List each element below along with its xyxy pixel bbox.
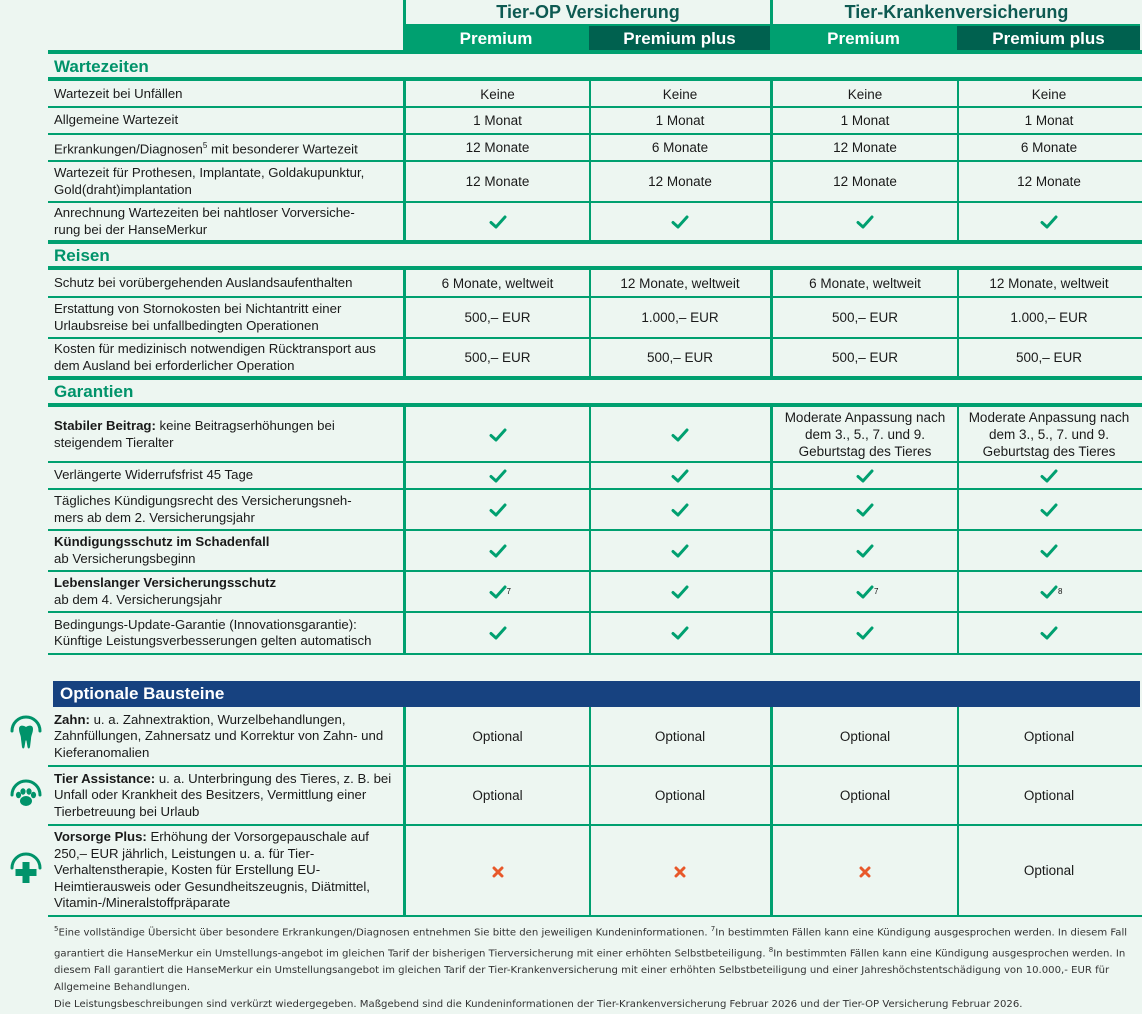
row-label-text <box>54 138 358 158</box>
check-icon <box>489 503 507 517</box>
row-label-text <box>54 534 269 567</box>
cell-value: 500,– EUR <box>831 350 899 365</box>
check-icon <box>856 585 879 599</box>
check-icon <box>671 428 689 442</box>
cell-value: 12 Monate <box>465 174 530 189</box>
check-icon <box>1040 503 1058 517</box>
table-cell <box>406 766 589 825</box>
table-cell <box>958 766 1140 825</box>
row-label <box>54 407 399 462</box>
row-label-sub: ab Versicherungsbeginn <box>54 550 196 566</box>
row-label-main: Wartezeit bei Unfällen <box>54 85 183 101</box>
table-cell <box>406 270 589 297</box>
table-cell <box>958 338 1140 377</box>
row-label-text <box>54 712 399 762</box>
cell-value: Optional <box>1023 863 1075 878</box>
cell-value: 12 Monate <box>648 174 712 189</box>
row-label-bold: Kündigungsschutz im Schadenfall <box>54 534 270 549</box>
cell-value: 12 Monate, weltweit <box>989 276 1109 291</box>
table-cell <box>773 462 957 489</box>
check-icon <box>1040 544 1058 558</box>
section-title-wartezeiten: Wartezeiten <box>54 57 149 76</box>
row-label <box>54 707 399 766</box>
group-title-tier-kranken: Tier-Krankenversicherung <box>844 2 1069 22</box>
table-cell <box>406 530 589 571</box>
table-cell <box>590 338 770 377</box>
check-icon <box>671 544 689 558</box>
cell-value: 12 Monate <box>465 140 530 155</box>
cell-value: 1 Monat <box>473 113 522 128</box>
cell-value: Optional <box>1023 729 1075 744</box>
cross-icon <box>492 865 504 877</box>
row-label <box>54 338 399 377</box>
table-cell <box>773 571 957 612</box>
footnote-8: In bestimmten Fällen kann eine Kündigung ausgesprochen werden. In diesem Fall garantiert die HanseMerkur ein Umstellungsangebot im gleichen Tarif der Tier-Krankenversicherung mit einer erhöhten Selbstbeteiligung und einer Jahreshöchstentschädigung von 10.000,- EUR für Allgemeine Behandlungen. <box>54 948 1126 994</box>
check-icon <box>856 215 874 229</box>
table-cell <box>590 766 770 825</box>
table-cell <box>590 530 770 571</box>
check-icon <box>1040 585 1063 599</box>
table-cell <box>958 161 1140 202</box>
table-cell <box>958 825 1140 916</box>
table-cell <box>773 530 957 571</box>
cell-value: Optional <box>839 729 891 744</box>
table-cell <box>958 81 1140 107</box>
tariff-header-op-premium: Premium <box>403 26 589 52</box>
cell-value: 6 Monate, weltweit <box>441 276 554 291</box>
row-label-line: Anrechnung Wartezeiten bei nahtloser Vorversiche- <box>54 205 355 220</box>
cell-value: Optional <box>472 729 523 744</box>
table-cell <box>958 297 1140 338</box>
row-label-main: Allgemeine Wartezeit <box>54 112 179 128</box>
row-label-main: Wartezeit für Prothesen, Implantate, Goldakupunktur, Gold(draht)implantation <box>54 165 365 197</box>
cell-value: Keine <box>480 86 515 102</box>
row-label-sub: ab dem 4. Versicherungsjahr <box>54 591 222 607</box>
row-label-text <box>54 275 352 292</box>
table-cell <box>406 612 589 654</box>
check-icon <box>489 585 511 599</box>
row-label <box>54 270 399 297</box>
row-label-rest: Erhöhung der Vorsorgepauschale auf 250,– EUR jährlich, Leistungen u. a. für Tier-Verhaltenstherapie, Kosten für Erstellung EU-Heimtierausweis oder Gesundheitszeugnis, Diätmittel, Vitamin-/Mineralstoffpräparate <box>54 829 370 911</box>
table-cell <box>958 571 1140 612</box>
table-cell <box>590 134 770 161</box>
table-cell <box>773 107 957 134</box>
table-cell <box>590 297 770 338</box>
footnote-marker-8: 8 <box>768 946 774 955</box>
table-cell <box>590 107 770 134</box>
row-label-text <box>54 617 399 650</box>
table-cell <box>406 202 589 241</box>
table-cell <box>406 134 589 161</box>
check-icon <box>856 626 874 640</box>
row-label-text <box>54 467 253 484</box>
cell-value: 6 Monate <box>1020 140 1078 155</box>
table-cell <box>406 571 589 612</box>
table-cell <box>590 825 770 916</box>
row-label-text <box>54 112 178 129</box>
row-label-main: Schutz bei vorübergehenden Auslandsaufenthalten <box>54 275 353 291</box>
check-icon <box>489 215 507 229</box>
check-icon <box>1040 215 1058 229</box>
table-cell <box>406 161 589 202</box>
row-label <box>54 297 399 338</box>
check-icon <box>671 503 689 517</box>
row-label-rest: u. a. Zahnextraktion, Wurzelbehandlungen, Zahnfüllungen, Zahnersatz und Korrektur von Zahn- und Kieferanomalien <box>54 711 384 760</box>
cell-value: 12 Monate <box>833 174 897 189</box>
table-cell <box>958 707 1140 766</box>
row-label <box>54 825 399 916</box>
row-divider <box>48 653 1142 655</box>
footnotes <box>54 921 1139 1014</box>
row-label-text <box>54 165 399 198</box>
section-title-garantien: Garantien <box>54 382 134 401</box>
table-cell <box>406 462 589 489</box>
row-label-main: Bedingungs-Update-Garantie (Innovationsgarantie): Künftige Leistungsverbesserungen gelten automatisch <box>54 616 372 648</box>
section-title-reisen: Reisen <box>54 246 110 265</box>
row-label <box>54 107 399 134</box>
table-cell <box>958 202 1140 241</box>
cell-value: 500,– EUR <box>464 350 531 365</box>
row-label <box>54 161 399 202</box>
table-cell <box>773 707 957 766</box>
tooth-icon <box>8 714 44 754</box>
table-cell <box>958 489 1140 530</box>
table-cell <box>958 612 1140 654</box>
cell-value: 12 Monate, weltweit <box>620 276 740 291</box>
row-label-text <box>54 418 399 451</box>
row-label <box>54 530 399 571</box>
check-icon <box>489 544 507 558</box>
table-cell <box>958 462 1140 489</box>
table-cell <box>590 462 770 489</box>
table-cell <box>773 297 957 338</box>
row-label-line: rung bei der HanseMerkur <box>54 221 208 237</box>
row-label-main: Verlängerte Widerrufsfrist 45 Tage <box>54 467 254 483</box>
table-cell <box>958 407 1140 462</box>
cell-value: Optional <box>654 729 706 744</box>
table-cell <box>406 407 589 462</box>
row-label-line: mers ab dem 2. Versicherungsjahr <box>54 509 255 525</box>
table-cell <box>773 489 957 530</box>
table-cell <box>590 707 770 766</box>
header-bottom-rule <box>48 50 1142 54</box>
table-cell <box>590 202 770 241</box>
cell-value: Keine <box>662 86 698 102</box>
row-label <box>54 489 399 530</box>
tariff-header-op-premium-plus: Premium plus <box>589 26 770 52</box>
table-cell <box>590 612 770 654</box>
table-cell <box>773 766 957 825</box>
check-icon <box>856 469 874 483</box>
cell-value: Optional <box>654 788 706 803</box>
table-cell <box>590 161 770 202</box>
check-icon <box>489 626 507 640</box>
disclaimer: Die Leistungsbeschreibungen sind verkürzt wiedergegeben. Maßgebend sind die Kundeninformationen der Tier-Krankenversicherung Februar 2026 und der Tier-OP Versicherung Februar 2026. <box>54 998 1023 1010</box>
row-label <box>54 202 399 241</box>
row-label-rest: mit besonderer Wartezeit <box>207 140 358 156</box>
row-label <box>54 81 399 107</box>
check-icon <box>1040 626 1058 640</box>
section-rule <box>48 240 1142 244</box>
cell-value: 500,– EUR <box>831 310 899 325</box>
cell-value: 6 Monate, weltweit <box>809 276 921 291</box>
table-cell <box>590 407 770 462</box>
section-rule <box>48 376 1142 380</box>
row-label-text <box>54 86 183 103</box>
row-label-main: Kosten für medizinisch notwendigen Rücktransport aus dem Ausland bei erforderlicher Operation <box>54 341 376 373</box>
cell-value: Optional <box>839 788 891 803</box>
cell-value: 1 Monat <box>655 113 705 128</box>
cell-value: Keine <box>1031 86 1067 102</box>
paw-icon <box>8 775 44 815</box>
row-label <box>54 571 399 612</box>
row-label <box>54 134 399 161</box>
table-cell <box>958 270 1140 297</box>
cell-value: 1 Monat <box>840 113 890 128</box>
section-title-optionale-bausteine: Optionale Bausteine <box>53 681 1140 707</box>
table-cell <box>773 338 957 377</box>
check-icon <box>1040 469 1058 483</box>
table-cell <box>773 825 957 916</box>
footnote-marker: 8 <box>1058 586 1063 596</box>
cell-value: 500,– EUR <box>464 310 531 325</box>
row-label-main: Erkrankungen/Diagnosen <box>54 140 203 156</box>
group-title-tier-op: Tier-OP Versicherung <box>496 2 680 22</box>
footnote-marker-7: 7 <box>710 925 716 933</box>
table-cell <box>406 707 589 766</box>
footnote-marker-5: 5 <box>54 925 59 933</box>
row-label-text <box>54 829 399 912</box>
check-icon <box>489 469 507 483</box>
row-label-bold: Stabiler Beitrag: <box>54 418 156 433</box>
row-label-text <box>54 205 355 238</box>
table-cell <box>590 81 770 107</box>
row-label <box>54 612 399 654</box>
table-cell <box>406 338 589 377</box>
cell-value: Moderate Anpassung nach dem 3., 5., 7. und 9. Geburtstag des Tieres <box>968 410 1130 459</box>
tariff-header-kv-premium: Premium <box>770 26 957 52</box>
footnote-marker: 7 <box>874 586 879 596</box>
cross-icon <box>674 865 686 877</box>
table-cell <box>406 107 589 134</box>
cell-value: Moderate Anpassung nach dem 3., 5., 7. und 9. Geburtstag des Tieres <box>784 410 946 459</box>
table-cell <box>958 107 1140 134</box>
check-icon <box>671 585 689 599</box>
row-label <box>54 766 399 825</box>
table-cell <box>406 825 589 916</box>
table-cell <box>590 270 770 297</box>
cell-value: Keine <box>847 86 883 102</box>
footnote-7: In bestimmten Fällen kann eine Kündigung ausgesprochen werden. In diesem Fall garantiert die HanseMerkur ein Umstellungs-angebot im gleichen Tarif der bisherigen Tierversicherung mit einer erhöhten Selbstbeteiligung. <box>54 927 1128 960</box>
check-icon <box>856 503 874 517</box>
table-cell <box>590 489 770 530</box>
cell-value: Optional <box>472 788 523 803</box>
table-cell <box>773 270 957 297</box>
medical-cross-icon <box>8 848 44 888</box>
table-cell <box>773 134 957 161</box>
cell-value: 1.000,– EUR <box>641 310 719 325</box>
row-label-text <box>54 771 399 821</box>
check-icon <box>489 428 507 442</box>
table-cell <box>958 530 1140 571</box>
cell-value: Optional <box>1023 788 1075 803</box>
table-cell <box>406 297 589 338</box>
cell-value: 6 Monate <box>651 140 709 155</box>
row-label-text <box>54 575 276 608</box>
row-label-main: Erstattung von Stornokosten bei Nichtantritt einer Urlaubsreise bei unfallbedingten Operationen <box>54 301 342 333</box>
row-label-bold: Tier Assistance: <box>54 770 156 786</box>
row-label-rest: u. a. Unterbringung des Tieres, z. B. bei Unfall oder Krankheit des Besitzers, Vermittlung einer Tierbetreuung bei Urlaub <box>54 770 392 819</box>
cell-value: 500,– EUR <box>646 350 714 365</box>
tariff-header-kv-premium-plus: Premium plus <box>957 26 1140 52</box>
table-cell <box>590 571 770 612</box>
row-divider <box>48 915 1142 917</box>
table-cell <box>773 81 957 107</box>
table-cell <box>773 202 957 241</box>
row-label-rest: keine Beitragserhöhungen bei steigendem Tieralter <box>54 418 335 450</box>
cell-value: 1 Monat <box>1024 113 1074 128</box>
row-label-line: Tägliches Kündigungsrecht des Versicherungsneh- <box>54 493 352 508</box>
row-label-text <box>54 493 352 526</box>
cross-icon <box>859 865 871 877</box>
row-label-text <box>54 341 399 374</box>
table-cell <box>406 489 589 530</box>
cell-value: 1.000,– EUR <box>1010 310 1088 325</box>
row-label-bold: Lebenslanger Versicherungsschutz <box>54 575 277 590</box>
cell-value: 500,– EUR <box>1015 350 1083 365</box>
footnote-5: Eine vollständige Übersicht über besondere Erkrankungen/Diagnosen entnehmen Sie bitte den jeweiligen Kundeninformationen. <box>58 927 711 939</box>
table-cell <box>958 134 1140 161</box>
row-label <box>54 462 399 489</box>
table-cell <box>773 407 957 462</box>
cell-value: 12 Monate <box>1017 174 1081 189</box>
footnote-marker: 5 <box>202 140 208 150</box>
footnote-marker: 7 <box>506 586 511 596</box>
footnote-text <box>54 921 1139 997</box>
check-icon <box>856 544 874 558</box>
row-label-bold: Vorsorge Plus: <box>54 829 147 845</box>
row-label-bold: Zahn: <box>54 711 90 727</box>
table-cell <box>773 612 957 654</box>
cell-value: 12 Monate <box>833 140 897 155</box>
table-cell <box>406 81 589 107</box>
row-label-text <box>54 301 399 334</box>
check-icon <box>671 215 689 229</box>
check-icon <box>671 469 689 483</box>
table-cell <box>773 161 957 202</box>
check-icon <box>671 626 689 640</box>
